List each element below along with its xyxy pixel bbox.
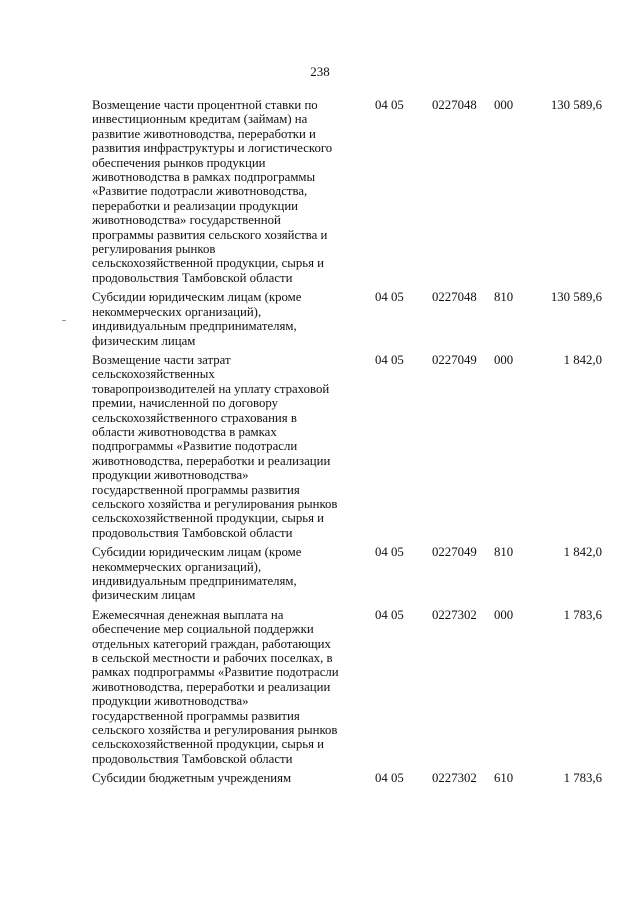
- description-line: рамках подпрограммы «Развитие подотрасли: [92, 665, 339, 680]
- table-row: [0, 98, 640, 285]
- description-line: Субсидии бюджетным учреждениям: [92, 771, 292, 786]
- description-line: животноводства, переработки и реализации: [92, 453, 331, 468]
- description-line: Субсидии юридическим лицам (кроме: [92, 290, 302, 305]
- row-description: [92, 353, 354, 540]
- description-line: области животноводства в рамках: [92, 424, 277, 439]
- description-line: некоммерческих организаций),: [92, 559, 262, 574]
- description-line: сельскохозяйственных: [92, 367, 215, 382]
- row-expense-type: 000: [494, 98, 514, 112]
- description-line: индивидуальным предпринимателям,: [92, 319, 297, 334]
- row-description: [92, 608, 354, 766]
- description-line: обеспечения рынков продукции: [92, 155, 266, 170]
- row-target-code: 0227048: [432, 290, 477, 305]
- row-amount: 1 842,0: [563, 545, 602, 560]
- row-expense-type: 000: [494, 607, 514, 622]
- description-line: Возмещение части процентной ставки по: [92, 98, 318, 112]
- row-amount: 1 783,6: [563, 771, 602, 786]
- description-line: инвестиционным кредитам (займам) на: [92, 112, 308, 127]
- row-description: [92, 290, 354, 348]
- description-line: товаропроизводителей на уплату страховой: [92, 381, 330, 396]
- description-line: государственной программы развития: [92, 482, 300, 497]
- row-expense-type: 000: [494, 352, 514, 367]
- row-target-code: 0227049: [432, 352, 477, 367]
- table-row: [0, 290, 640, 348]
- description-line: продовольствия Тамбовской области: [92, 270, 293, 285]
- description-line: сельскохозяйственной продукции, сырья и: [92, 737, 325, 752]
- description-line: подпрограммы «Развитие подотрасли: [92, 439, 298, 454]
- row-target-code: 0227048: [432, 98, 477, 112]
- description-line: регулирования рынков: [92, 242, 216, 257]
- row-amount: 130 589,6: [550, 290, 602, 305]
- row-description: [92, 545, 354, 603]
- table-row: [0, 771, 640, 785]
- description-line: некоммерческих организаций),: [92, 304, 262, 319]
- row-target-code: 0227049: [432, 545, 477, 560]
- description-line: «Развитие подотрасли животноводства,: [92, 184, 308, 199]
- budget-table: [0, 98, 640, 791]
- description-line: продовольствия Тамбовской области: [92, 525, 293, 540]
- description-line: развития инфраструктуры и логистического: [92, 141, 333, 156]
- description-line: продукции животноводства»: [92, 468, 249, 483]
- row-description: [92, 98, 354, 285]
- description-line: продовольствия Тамбовской области: [92, 751, 293, 766]
- description-line: обеспечение мер социальной поддержки: [92, 622, 314, 637]
- description-line: сельскохозяйственной продукции, сырья и: [92, 511, 325, 526]
- table-row: [0, 545, 640, 603]
- description-line: индивидуальным предпринимателям,: [92, 574, 297, 588]
- description-line: премии, начисленной по договору: [92, 396, 278, 411]
- description-line: сельского хозяйства и регулирования рынков: [92, 496, 338, 511]
- description-line: Субсидии юридическим лицам (кроме: [92, 545, 302, 560]
- row-amount: 1 783,6: [563, 607, 602, 622]
- row-section: 04 05: [375, 352, 404, 367]
- row-expense-type: 810: [494, 545, 514, 560]
- description-line: сельскохозяйственного страхования в: [92, 410, 297, 425]
- row-expense-type: 610: [494, 771, 514, 786]
- description-line: сельского хозяйства и регулирования рынков: [92, 723, 338, 738]
- description-line: государственной программы развития: [92, 708, 300, 723]
- description-line: продукции животноводства»: [92, 694, 249, 709]
- row-section: 04 05: [375, 607, 404, 622]
- description-line: животноводства, переработки и реализации: [92, 679, 331, 694]
- row-amount: 1 842,0: [563, 352, 602, 367]
- description-line: в сельской местности и рабочих поселках, в: [92, 651, 333, 666]
- description-line: сельскохозяйственной продукции, сырья и: [92, 256, 325, 271]
- row-target-code: 0227302: [432, 607, 477, 622]
- row-section: 04 05: [375, 98, 404, 112]
- row-amount: 130 589,6: [550, 98, 602, 112]
- description-line: программы развития сельского хозяйства и: [92, 227, 328, 242]
- description-line: животноводства» государственной: [92, 213, 281, 228]
- description-line: животноводства в рамках подпрограммы: [92, 170, 316, 185]
- row-section: 04 05: [375, 545, 404, 560]
- description-line: Возмещение части затрат: [92, 352, 231, 367]
- description-line: развитие животноводства, переработки и: [92, 126, 316, 141]
- row-section: 04 05: [375, 290, 404, 305]
- row-description: [92, 771, 354, 785]
- row-expense-type: 810: [494, 290, 514, 305]
- description-line: Ежемесячная денежная выплата на: [92, 607, 284, 622]
- description-line: физическим лицам: [92, 588, 196, 603]
- row-section: 04 05: [375, 771, 404, 786]
- description-line: переработки и реализации продукции: [92, 198, 299, 213]
- row-target-code: 0227302: [432, 771, 477, 786]
- description-line: отдельных категорий граждан, работающих: [92, 636, 331, 651]
- description-line: физическим лицам: [92, 333, 196, 348]
- table-row: [0, 608, 640, 766]
- table-row: [0, 353, 640, 540]
- page-number: 238: [310, 64, 330, 79]
